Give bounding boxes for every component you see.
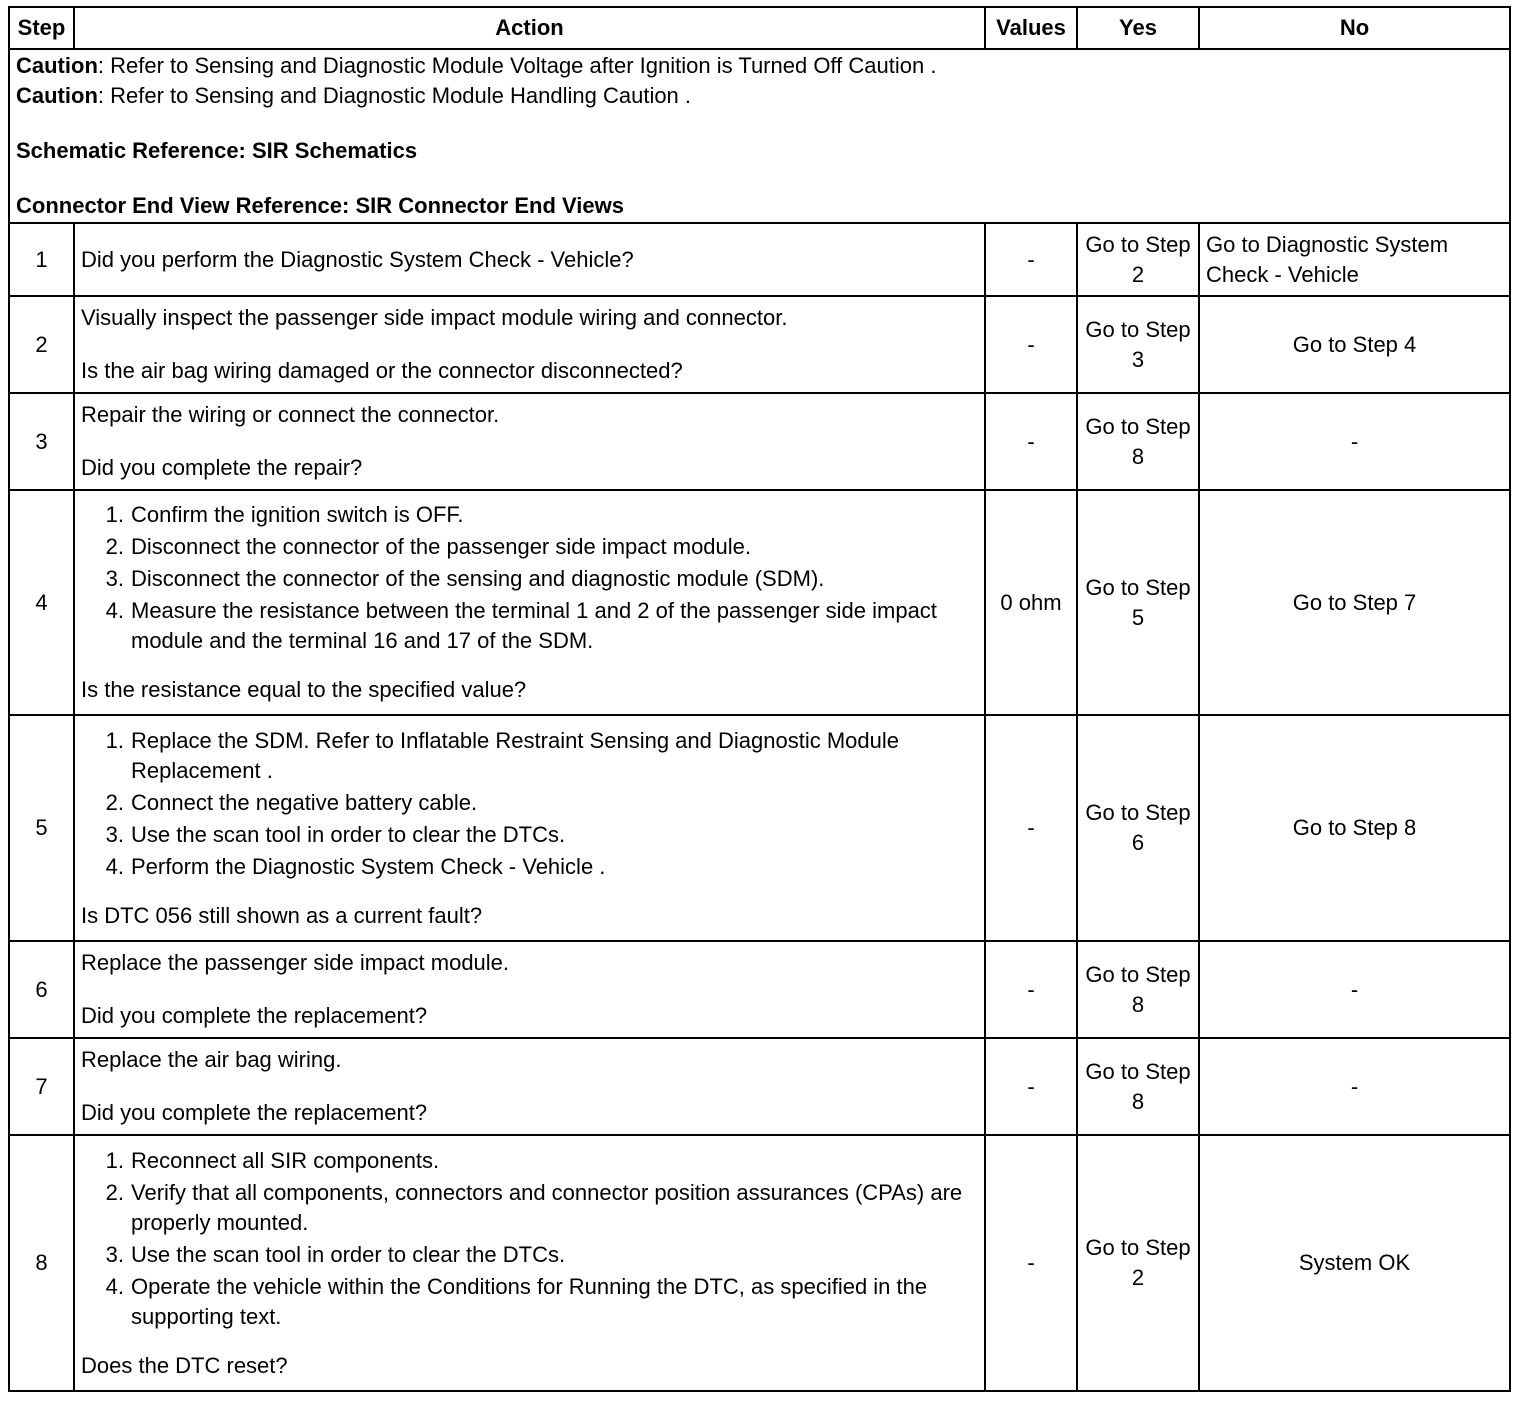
header-yes: Yes bbox=[1077, 7, 1199, 49]
caution-note bbox=[16, 51, 1503, 81]
caution-text: : Refer to Sensing and Diagnostic Module Voltage after Ignition is Turned Off Caution . bbox=[97, 53, 937, 78]
header-step: Step bbox=[9, 7, 74, 49]
values-cell: - bbox=[985, 296, 1077, 393]
step-number: 4 bbox=[9, 490, 74, 715]
no-cell: - bbox=[1199, 1038, 1510, 1135]
action-cell bbox=[74, 393, 985, 490]
substep-item: Use the scan tool in order to clear the DTCs. bbox=[131, 821, 566, 847]
table-row bbox=[9, 715, 1510, 941]
step-number: 1 bbox=[9, 223, 74, 296]
values-cell: - bbox=[985, 1135, 1077, 1391]
action-cell bbox=[74, 1135, 985, 1391]
step-number: 2 bbox=[9, 296, 74, 393]
notes-row bbox=[9, 49, 1510, 223]
table-row bbox=[9, 941, 1510, 1038]
no-cell: - bbox=[1199, 941, 1510, 1038]
step-number: 5 bbox=[9, 715, 74, 941]
step-number: 6 bbox=[9, 941, 74, 1038]
values-cell: - bbox=[985, 715, 1077, 941]
yes-cell: Go to Step 2 bbox=[1077, 1135, 1199, 1391]
table-row bbox=[9, 393, 1510, 490]
yes-cell: Go to Step 2 bbox=[1077, 223, 1199, 296]
notes-cell bbox=[9, 49, 1510, 223]
yes-cell: Go to Step 8 bbox=[1077, 941, 1199, 1038]
action-cell bbox=[74, 296, 985, 393]
connector-reference: Connector End View Reference: SIR Connector End Views bbox=[16, 193, 624, 218]
yes-cell: Go to Step 3 bbox=[1077, 296, 1199, 393]
no-cell: Go to Step 8 bbox=[1199, 715, 1510, 941]
no-cell: Go to Step 7 bbox=[1199, 490, 1510, 715]
substep-item: Replace the SDM. Refer to Inflatable Restraint Sensing and Diagnostic Module Replacement . bbox=[131, 727, 899, 783]
action-text: Repair the wiring or connect the connector. bbox=[81, 402, 500, 427]
action-text: Visually inspect the passenger side impact module wiring and connector. bbox=[81, 305, 788, 330]
no-cell: Go to Diagnostic System Check - Vehicle bbox=[1199, 223, 1510, 296]
caution-text: : Refer to Sensing and Diagnostic Module Handling Caution . bbox=[97, 83, 692, 108]
table-row bbox=[9, 223, 1510, 296]
action-question: Is DTC 056 still shown as a current fault? bbox=[81, 902, 483, 928]
substep-item: Disconnect the connector of the passenger side impact module. bbox=[131, 534, 752, 559]
substep-item: Reconnect all SIR components. bbox=[131, 1147, 440, 1173]
action-text: Replace the passenger side impact module. bbox=[81, 950, 510, 975]
substep-item: Verify that all components, connectors and connector position assurances (CPAs) are properly mounted. bbox=[131, 1179, 963, 1235]
substep-item: Confirm the ignition switch is OFF. bbox=[131, 502, 464, 527]
action-question: Did you complete the replacement? bbox=[81, 1003, 428, 1028]
substep-item: Operate the vehicle within the Conditions for Running the DTC, as specified in the supporting text. bbox=[131, 1273, 928, 1329]
diagnostic-table bbox=[8, 6, 1511, 1392]
action-question: Does the DTC reset? bbox=[81, 1352, 288, 1378]
yes-cell: Go to Step 5 bbox=[1077, 490, 1199, 715]
caution-note bbox=[16, 81, 1503, 111]
header-action: Action bbox=[74, 7, 985, 49]
substep-list bbox=[81, 500, 978, 656]
substep-list bbox=[81, 726, 978, 882]
action-question: Did you complete the repair? bbox=[81, 455, 363, 480]
action-cell: Did you perform the Diagnostic System Check - Vehicle? bbox=[74, 223, 985, 296]
action-text: Replace the air bag wiring. bbox=[81, 1047, 342, 1072]
substep-item: Disconnect the connector of the sensing and diagnostic module (SDM). bbox=[131, 566, 825, 591]
values-cell: - bbox=[985, 1038, 1077, 1135]
values-cell: - bbox=[985, 223, 1077, 296]
step-number: 8 bbox=[9, 1135, 74, 1391]
yes-cell: Go to Step 8 bbox=[1077, 393, 1199, 490]
substep-item: Connect the negative battery cable. bbox=[131, 789, 478, 815]
substep-item: Perform the Diagnostic System Check - Vehicle . bbox=[131, 853, 606, 879]
step-number: 7 bbox=[9, 1038, 74, 1135]
action-cell bbox=[74, 941, 985, 1038]
action-question: Is the air bag wiring damaged or the connector disconnected? bbox=[81, 358, 683, 383]
values-cell: - bbox=[985, 393, 1077, 490]
action-question: Did you complete the replacement? bbox=[81, 1100, 428, 1125]
values-cell: - bbox=[985, 941, 1077, 1038]
yes-cell: Go to Step 8 bbox=[1077, 1038, 1199, 1135]
table-row bbox=[9, 296, 1510, 393]
no-cell: - bbox=[1199, 393, 1510, 490]
action-question: Is the resistance equal to the specified value? bbox=[81, 677, 527, 702]
no-cell: System OK bbox=[1199, 1135, 1510, 1391]
substep-item: Use the scan tool in order to clear the DTCs. bbox=[131, 1241, 566, 1267]
caution-label: Caution bbox=[16, 83, 98, 108]
table-row bbox=[9, 1038, 1510, 1135]
yes-cell: Go to Step 6 bbox=[1077, 715, 1199, 941]
substep-list bbox=[81, 1146, 978, 1332]
header-no: No bbox=[1199, 7, 1510, 49]
values-cell: 0 ohm bbox=[985, 490, 1077, 715]
caution-label: Caution bbox=[16, 53, 98, 78]
action-cell bbox=[74, 1038, 985, 1135]
action-cell bbox=[74, 715, 985, 941]
schematic-reference: Schematic Reference: SIR Schematics bbox=[16, 138, 418, 163]
action-cell bbox=[74, 490, 985, 715]
substep-item: Measure the resistance between the terminal 1 and 2 of the passenger side impact module and the terminal 16 and 17 of the SDM. bbox=[131, 598, 937, 653]
table-row bbox=[9, 1135, 1510, 1391]
header-values: Values bbox=[985, 7, 1077, 49]
header-row bbox=[9, 7, 1510, 49]
table-row bbox=[9, 490, 1510, 715]
step-number: 3 bbox=[9, 393, 74, 490]
no-cell: Go to Step 4 bbox=[1199, 296, 1510, 393]
